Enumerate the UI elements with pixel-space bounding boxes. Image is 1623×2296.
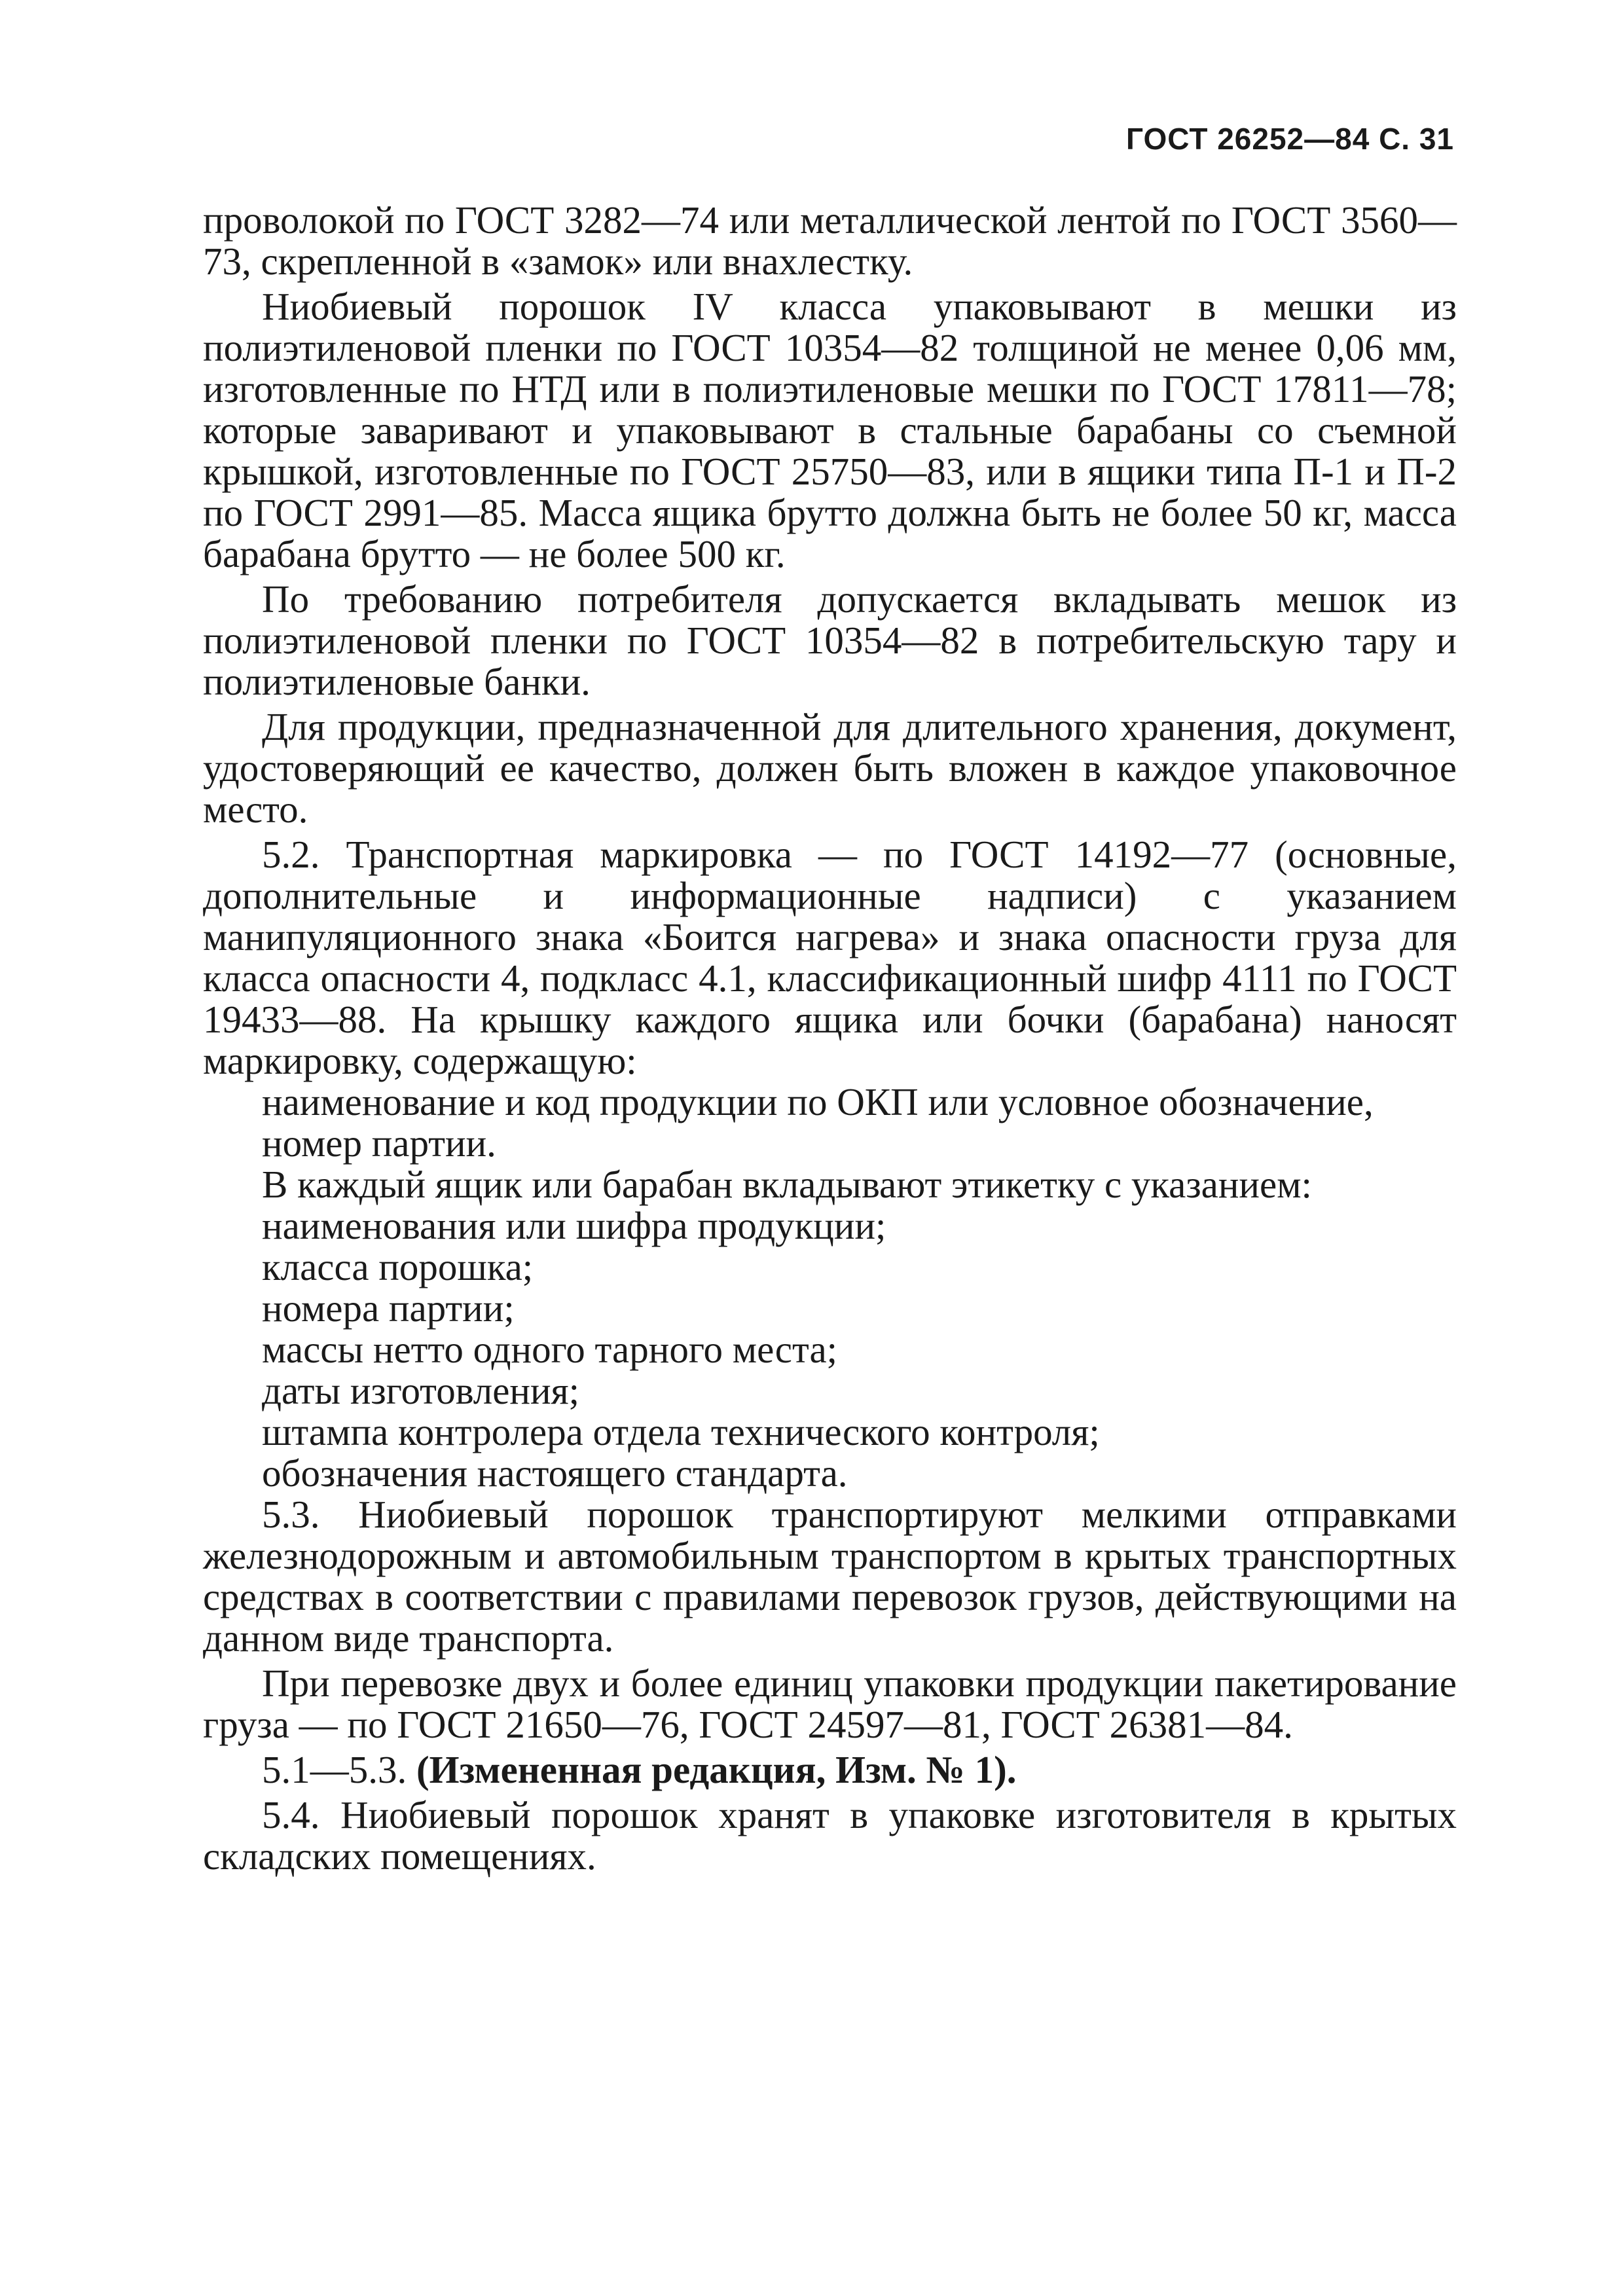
paragraph-palletizing: При перевозке двух и более единиц упаковки продукции пакетирование груза — по ГОСТ 21650—76, ГОСТ 24597—81, ГОСТ 26381—84. [203, 1662, 1457, 1746]
amendment-text: (Измененная редакция, Изм. № 1). [416, 1748, 1017, 1791]
paragraph-amendment-note [203, 1749, 1457, 1791]
marking-list [203, 1082, 1457, 1164]
paragraph-5-2-marking: 5.2. Транспортная маркировка — по ГОСТ 14192—77 (основные, дополнительные и информационные надписи) с указанием манипуляционного знака «Боится нагрева» и знака опасности груза для класса опасности 4, подкласс 4.1, классификационный шифр 4111 по ГОСТ 19433—88. На крышку каждого ящика или бочки (барабана) наносят маркировку, содержащую: [203, 833, 1457, 1082]
paragraph-5-3-transport: 5.3. Ниобиевый порошок транспортируют мелкими отправками железнодорожным и автомобильным транспортом в крытых транспортных средствах в соответствии с правилами перевозок грузов, действующими на данном виде транспорта. [203, 1493, 1457, 1660]
list-item: номера партии; [262, 1286, 515, 1330]
list-item: наименование и код продукции по ОКП или условное обозначение, [262, 1080, 1374, 1123]
label-list [203, 1205, 1457, 1494]
running-head: ГОСТ 26252—84 С. 31 [1126, 122, 1455, 156]
paragraph-label-insert: В каждый ящик или барабан вкладывают этикетку с указанием: [262, 1163, 1312, 1206]
list-item: класса порошка; [262, 1245, 534, 1288]
paragraph-consumer-request: По требованию потребителя допускается вкладывать мешок из полиэтиленовой пленки по ГОСТ 10354—82 в потребительскую тару и полиэтиленовые банки. [203, 577, 1457, 703]
paragraph-5-4-storage: 5.4. Ниобиевый порошок хранят в упаковке изготовителя в крытых складских помещениях. [203, 1793, 1457, 1878]
paragraph-long-storage: Для продукции, предназначенной для длительного хранения, документ, удостоверяющий ее качество, должен быть вложен в каждое упаковочное место. [203, 705, 1457, 831]
list-item: массы нетто одного тарного места; [262, 1328, 838, 1371]
document-body [203, 200, 1457, 1877]
list-item: номер партии. [262, 1121, 496, 1165]
list-item: обозначения настоящего стандарта. [262, 1451, 848, 1495]
paragraph-packaging-class-iv: Ниобиевый порошок IV класса упаковывают в мешки из полиэтиленовой пленки по ГОСТ 10354—82 толщиной не менее 0,06 мм, изготовленные по НТД или в полиэтиленовые мешки по ГОСТ 17811—78; которые заваривают и упаковывают в стальные барабаны со съемной крышкой, изготовленные по ГОСТ 25750—83, или в ящики типа П-1 и П-2 по ГОСТ 2991—85. Масса ящика брутто должна быть не более 50 кг, масса барабана брутто — не более 500 кг. [203, 285, 1457, 575]
list-item: даты изготовления; [262, 1369, 580, 1412]
list-item: штампа контролера отдела технического контроля; [262, 1410, 1100, 1453]
amendment-range: 5.1—5.3. [262, 1748, 416, 1791]
list-item: наименования или шифра продукции; [262, 1204, 886, 1247]
paragraph-continuation: проволокой по ГОСТ 3282—74 или металлической лентой по ГОСТ 3560—73, скрепленной в «замок» или внахлестку. [203, 198, 1457, 283]
